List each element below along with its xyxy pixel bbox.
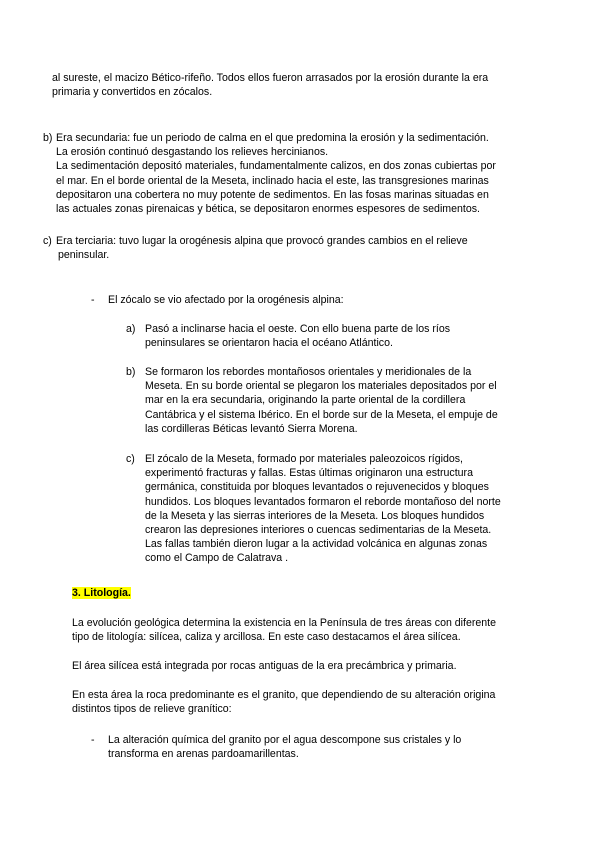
litologia-paragraph-3	[72, 688, 495, 716]
sub-item-line: Pasó a inclinarse hacia el oeste. Con ello buena parte de los ríos	[145, 323, 451, 335]
litologia-paragraph-2: El área silícea está integrada por rocas antiguas de la era precámbrica y primaria.	[72, 660, 457, 672]
paragraph-line: La erosión continuó desgastando los relieves hercinianos.	[56, 146, 329, 159]
sub-item-line: El zócalo de la Meseta, formado por materiales paleozoicos rígidos,	[145, 453, 463, 465]
sub-item-line: Meseta. En su borde oriental se plegaron los materiales depositados por el	[145, 380, 497, 393]
sub-item-line: como el Campo de Calatrava .	[145, 552, 289, 565]
paragraph-line: La evolución geológica determina la existencia en la Península de tres áreas con diferente	[72, 617, 497, 629]
sub-item-a	[145, 322, 450, 350]
sub-item-line: Cantábrica y el sistema Ibérico. En el borde sur de la Meseta, el empuje de	[145, 408, 498, 421]
intro-paragraph	[52, 71, 488, 99]
paragraph-line: Era secundaria: fue un periodo de calma en el que predomina la erosión y la sedimentación.	[56, 132, 489, 144]
bullet-dash: -	[91, 294, 95, 306]
sub-item-line: mar en la era secundaria, originando la parte oriental de la cordillera	[145, 394, 466, 407]
intro-line: al sureste, el macizo Bético-rifeño. Todos ellos fueron arrasados por la erosión durante la era	[52, 72, 489, 84]
paragraph-line: tipo de litología: silícea, caliza y arcillosa. En este caso destacamos el área silícea.	[72, 631, 461, 644]
litologia-paragraph-1	[72, 616, 496, 644]
sub-item-line: Se formaron los rebordes montañosos orientales y meridionales de la	[145, 366, 472, 378]
list-marker-b: b)	[43, 132, 53, 144]
bullet-line: La alteración química del granito por el agua descompone sus cristales y lo	[108, 734, 462, 746]
list-marker-c: c)	[43, 235, 52, 247]
section-heading	[72, 586, 131, 600]
sub-item-line: de la Meseta y las sierras interiores de la Meseta. Los bloques hundidos	[145, 509, 485, 522]
sub-item-marker-c: c)	[126, 453, 135, 465]
bullet-zocalo-text: El zócalo se vio afectado por la orogénesis alpina:	[108, 294, 344, 306]
sub-item-line: crearon las depresiones interiores o cuencas sedimentarias de la Meseta.	[145, 524, 492, 537]
era-secundaria-paragraph	[56, 131, 496, 216]
sub-item-line: germánica, constituida por bloques levantados o rejuvenecidos y bloques	[145, 481, 489, 494]
paragraph-line: las actuales zonas pirenaicas y bética, se depositaron enormes espesores de sedimentos.	[56, 203, 480, 216]
paragraph-line: depositaron una cobertera no muy potente de sedimentos. En las fosas marinas situadas en	[56, 188, 489, 201]
paragraph-line: peninsular.	[58, 249, 110, 262]
intro-line: primaria y convertidos en zócalos.	[52, 86, 213, 99]
bullet-line: transforma en arenas pardoamarillentas.	[108, 748, 299, 761]
paragraph-line: distintos tipos de relieve granítico:	[72, 703, 232, 716]
bullet-dash: -	[91, 734, 95, 746]
paragraph-line: el mar. En el borde oriental de la Meseta, inclinado hacia el este, las transgresiones marinas	[56, 174, 489, 187]
sub-item-line: las cordilleras Béticas levantó Sierra Morena.	[145, 422, 358, 435]
granito-bullet	[108, 733, 461, 761]
sub-item-line: peninsulares se orientaron hacia el océano Atlántico.	[145, 337, 393, 350]
sub-item-marker-a: a)	[126, 323, 136, 335]
sub-item-line: Las fallas también dieron lugar a la actividad volcánica en algunas zonas	[145, 538, 488, 551]
sub-item-b	[145, 365, 498, 436]
era-terciaria-paragraph	[56, 234, 468, 262]
paragraph-line: La sedimentación depositó materiales, fundamentalmente calizos, en dos zonas cubiertas por	[56, 160, 496, 173]
sub-item-marker-b: b)	[126, 366, 136, 378]
sub-item-line: experimentó fracturas y fallas. Estas últimas originaron una estructura	[145, 467, 473, 480]
paragraph-line: Era terciaria: tuvo lugar la orogénesis alpina que provocó grandes cambios en el relieve	[56, 235, 468, 247]
sub-item-c	[145, 452, 501, 566]
sub-item-line: hundidos. Los bloques levantados formaron el reborde montañoso del norte	[145, 495, 501, 508]
section-heading-text: 3. Litología.	[72, 587, 131, 599]
paragraph-line: En esta área la roca predominante es el granito, que dependiendo de su alteración origina	[72, 689, 496, 701]
